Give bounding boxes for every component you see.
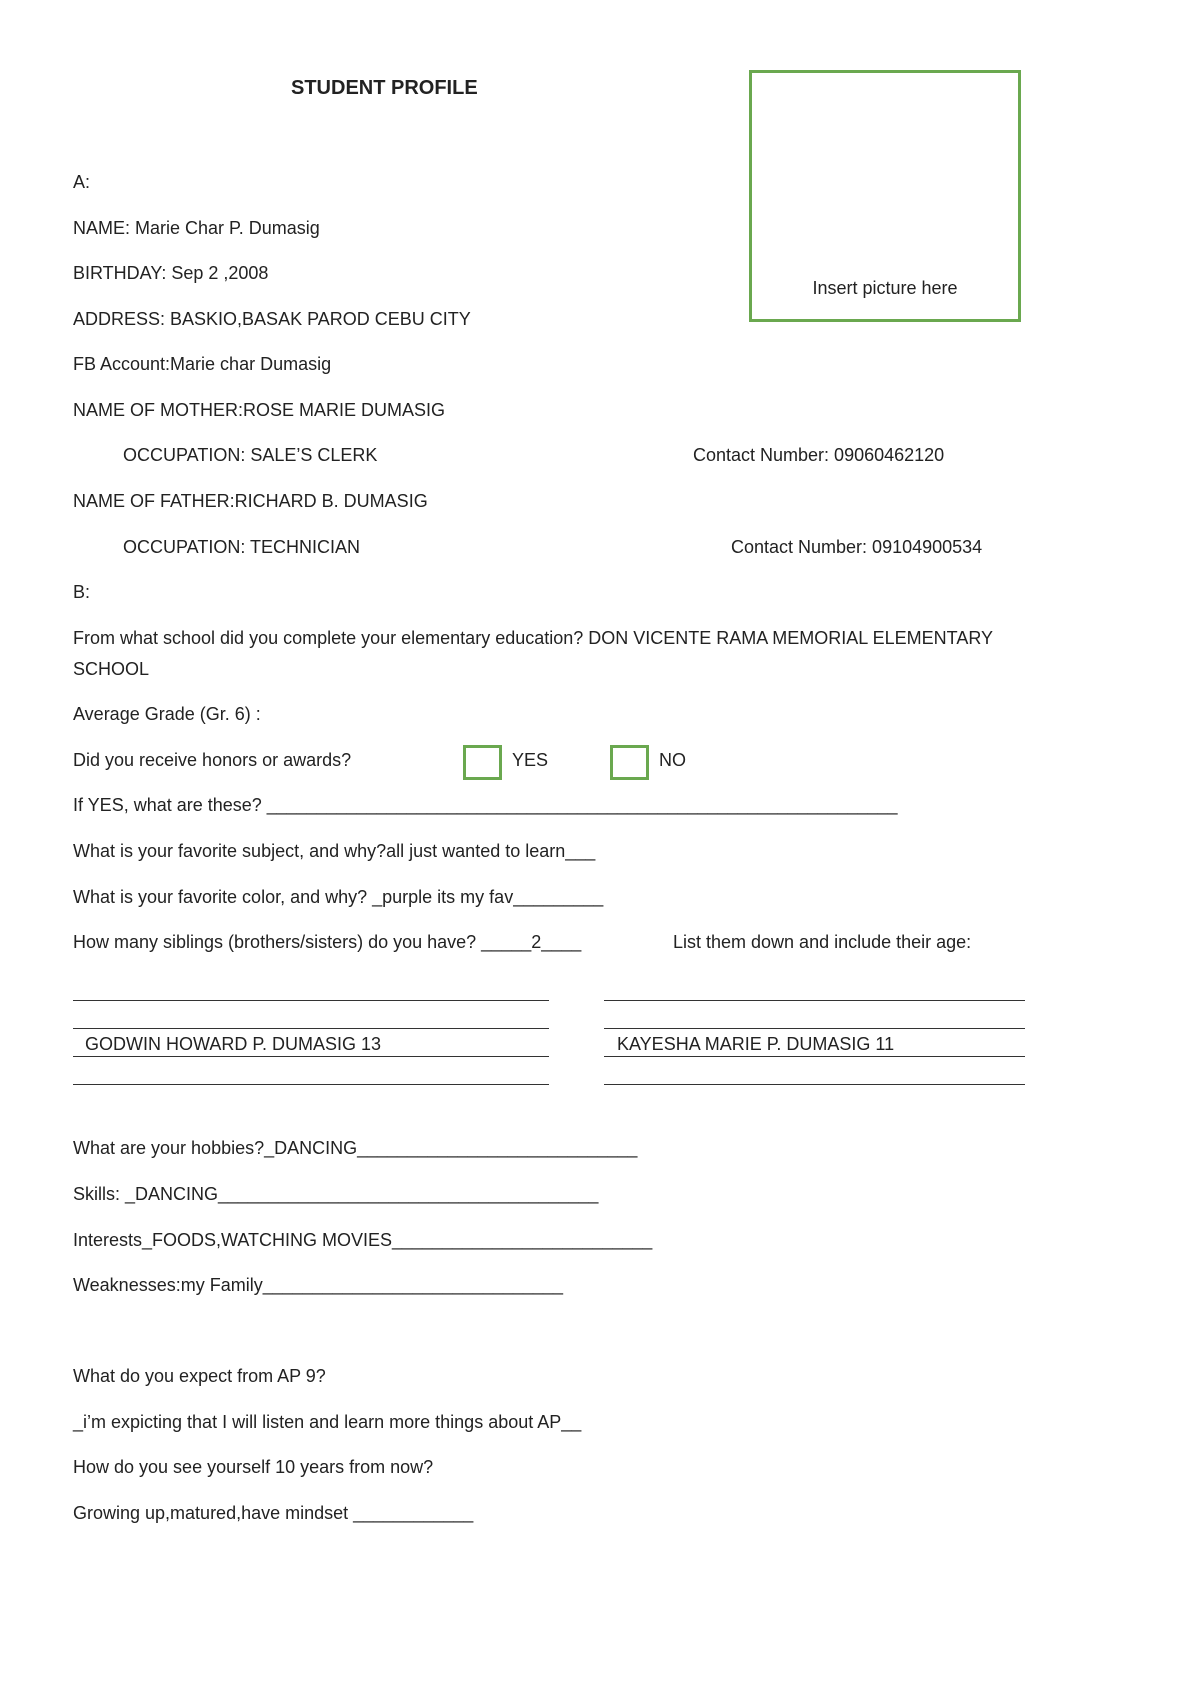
section-b-label: B: [73, 582, 91, 602]
siblings-list-prompt: List them down and include their age: [673, 932, 972, 952]
name-field: NAME: Marie Char P. Dumasig [73, 218, 320, 238]
sibling-line [73, 1056, 549, 1057]
expect-question: What do you expect from AP 9? [73, 1366, 326, 1386]
section-a-label: A: [73, 172, 91, 192]
hobbies-field: What are your hobbies?_DANCING____________________________ [73, 1138, 638, 1158]
sibling-line [604, 1028, 1025, 1029]
if-yes-field: If YES, what are these? _______________________________________________________________ [73, 795, 898, 815]
expect-answer: _i’m expicting that I will listen and learn more things about AP__ [73, 1412, 582, 1432]
elementary-school-answer-cont: SCHOOL [73, 659, 150, 679]
sibling-line [73, 1084, 549, 1085]
weaknesses-field: Weaknesses:my Family______________________________ [73, 1275, 564, 1295]
address-field: ADDRESS: BASKIO,BASAK PAROD CEBU CITY [73, 309, 471, 329]
interests-field: Interests_FOODS,WATCHING MOVIES__________________________ [73, 1230, 653, 1250]
mother-name-field: NAME OF MOTHER:ROSE MARIE DUMASIG [73, 400, 446, 420]
future-answer: Growing up,matured,have mindset ____________ [73, 1503, 474, 1523]
sibling-2-entry: KAYESHA MARIE P. DUMASIG 11 [617, 1034, 895, 1054]
photo-placeholder[interactable] [749, 70, 1021, 322]
father-name-field: NAME OF FATHER:RICHARD B. DUMASIG [73, 491, 428, 511]
fb-account-field: FB Account:Marie char Dumasig [73, 354, 332, 374]
favorite-color-field: What is your favorite color, and why? _purple its my fav_________ [73, 887, 604, 907]
sibling-line [604, 1056, 1025, 1057]
birthday-field: BIRTHDAY: Sep 2 ,2008 [73, 263, 269, 283]
average-grade-field: Average Grade (Gr. 6) : [73, 704, 261, 724]
father-contact-field: Contact Number: 09104900534 [731, 537, 983, 557]
siblings-count-field: How many siblings (brothers/sisters) do you have? _____2____ [73, 932, 582, 952]
no-checkbox[interactable] [610, 745, 649, 780]
photo-label: Insert picture here [812, 278, 958, 298]
elementary-school-question: From what school did you complete your elementary education? DON VICENTE RAMA MEMORIAL ELEMENTARY [73, 628, 994, 648]
yes-label: YES [512, 750, 549, 770]
father-occupation-field: OCCUPATION: TECHNICIAN [123, 537, 361, 557]
sibling-line [73, 1028, 549, 1029]
yes-checkbox[interactable] [463, 745, 502, 780]
sibling-line [604, 1084, 1025, 1085]
sibling-line [73, 1000, 549, 1001]
mother-occupation-field: OCCUPATION: SALE’S CLERK [123, 445, 378, 465]
page-title: STUDENT PROFILE [291, 77, 478, 99]
future-question: How do you see yourself 10 years from now? [73, 1457, 434, 1477]
no-label: NO [659, 750, 686, 770]
sibling-1-entry: GODWIN HOWARD P. DUMASIG 13 [85, 1034, 382, 1054]
mother-contact-field: Contact Number: 09060462120 [693, 445, 945, 465]
sibling-line [604, 1000, 1025, 1001]
honors-question: Did you receive honors or awards? [73, 750, 352, 770]
skills-field: Skills: _DANCING______________________________________ [73, 1184, 599, 1204]
favorite-subject-field: What is your favorite subject, and why?all just wanted to learn___ [73, 841, 596, 861]
